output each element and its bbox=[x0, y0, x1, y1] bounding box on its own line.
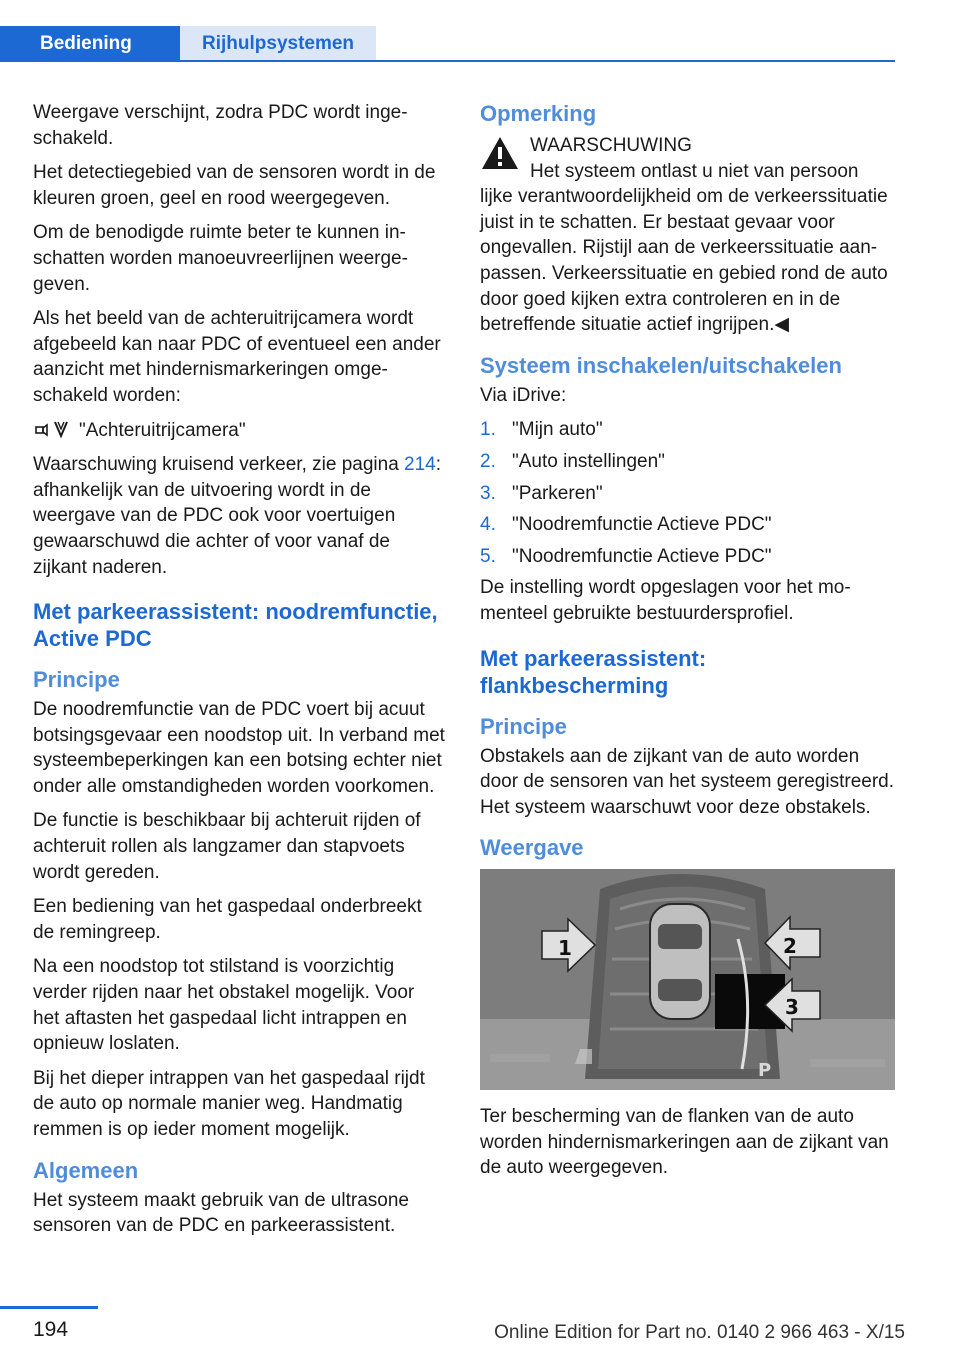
warning-line: Het systeem ontlast u niet van persoon bbox=[530, 160, 859, 182]
page-link[interactable]: 214 bbox=[404, 454, 436, 476]
heading-algemeen: Algemeen bbox=[33, 1157, 139, 1183]
camera-label: "Achteruitrijcamera" bbox=[79, 419, 246, 441]
paragraph: Als het beeld van de achteruitrijcamera wordt afgebeeld kan naar PDC of eventueel een ander aanzicht met hindernismarkeringen omgeschakeld worden: bbox=[33, 308, 441, 406]
heading-principe: Principe bbox=[33, 667, 120, 693]
list-item bbox=[480, 544, 895, 570]
paragraph: Het detectiegebied van de sensoren wordt in de kleuren groen, geel en rood weergegeven. bbox=[33, 162, 436, 209]
tab-rijhulpsystemen[interactable]: Rijhulpsystemen bbox=[180, 26, 376, 62]
paragraph: De functie is beschikbaar bij achteruit rijden of achteruit rollen als langzamer dan stapvoets wordt gereden. bbox=[33, 810, 421, 883]
header-rule bbox=[0, 60, 895, 62]
step-number: 4. bbox=[480, 514, 496, 536]
step-number: 5. bbox=[480, 545, 496, 567]
heading-principe: Principe bbox=[480, 713, 567, 739]
paragraph: Na een noodstop tot stilstand is voorzichtig verder rijden naar het obstakel mogelijk. Voor het aftasten het gaspedaal licht intrappen en opnieuw loslaten. bbox=[33, 956, 415, 1055]
flank-protection-figure bbox=[480, 869, 895, 1090]
list-item bbox=[480, 449, 895, 475]
list-item bbox=[480, 417, 895, 443]
steps-list bbox=[480, 417, 895, 569]
edition-note: Online Edition for Part no. 0140 2 966 463 - X/15 bbox=[494, 1322, 905, 1343]
list-item bbox=[480, 481, 895, 507]
paragraph: Om de benodigde ruimte beter te kunnen inschatten worden manoeuvreerlijnen weergegeven. bbox=[33, 222, 408, 295]
warning-title: WAARSCHUWING bbox=[530, 135, 692, 156]
camera-option bbox=[33, 418, 445, 444]
text: : afhankelijk van de uitvoering wordt in de weergave van de PDC ook voor voertuigen gewaarschuwd die achter of voor vanaf de zijkant naderen. bbox=[33, 454, 442, 578]
step-number: 2. bbox=[480, 450, 496, 472]
heading-systeem: Systeem inschakelen/uitschakelen bbox=[480, 352, 842, 378]
paragraph: De instelling wordt opgeslagen voor het momenteel gebruikte bestuurdersprofiel. bbox=[480, 577, 851, 624]
paragraph: Een bediening van het gaspedaal onderbreekt de remingreep. bbox=[33, 896, 422, 943]
paragraph: Weergave verschijnt, zodra PDC wordt ingeschakeld. bbox=[33, 102, 408, 149]
callout-1: 1 bbox=[558, 936, 572, 961]
camera-icon bbox=[33, 419, 71, 441]
right-column bbox=[480, 100, 895, 1190]
parking-label: P bbox=[758, 1060, 772, 1082]
left-column bbox=[33, 100, 445, 1248]
step-text: "Noodremfunctie Actieve PDC" bbox=[512, 514, 772, 536]
step-number: 1. bbox=[480, 419, 496, 441]
heading-weergave: Weergave bbox=[480, 835, 584, 861]
paragraph: Bij het dieper intrappen van het gaspedaal rijdt de auto op normale manier weg. Handmatig remmen is op ieder moment mogelijk. bbox=[33, 1067, 425, 1140]
via-idrive: Via iDrive: bbox=[480, 384, 567, 406]
warning-text: lijke verantwoordelijkheid om de verkeerssituatie juist in te schatten. Er bestaat gevaar voor ongevallen. Rijstijl aan de verkeerssituatie aanpassen. Verkeerssituatie en gebied rond de auto door goed kijken extra controleren en in de betreffende situatie actief ingrijpen.◀ bbox=[480, 186, 888, 336]
step-number: 3. bbox=[480, 482, 496, 504]
step-text: "Parkeren" bbox=[512, 482, 603, 504]
heading-opmerking: Opmerking bbox=[480, 101, 597, 126]
footer-rule bbox=[0, 1306, 98, 1309]
warning-icon bbox=[480, 135, 520, 171]
paragraph-crossing-traffic bbox=[33, 452, 445, 580]
warning-block bbox=[480, 133, 895, 184]
list-item bbox=[480, 512, 895, 538]
paragraph: Het systeem maakt gebruik van de ultrasone sensoren van de PDC en parkeerassistent. bbox=[33, 1189, 409, 1237]
heading-flank: Met parkeerassistent: flankbescherming bbox=[480, 645, 707, 698]
callout-2: 2 bbox=[783, 934, 797, 959]
step-text: "Auto instellingen" bbox=[512, 450, 665, 472]
heading-active-pdc: Met parkeerassistent: noodremfunctie, Active PDC bbox=[33, 599, 438, 652]
page-number: 194 bbox=[33, 1318, 69, 1341]
paragraph: De noodremfunctie van de PDC voert bij acuut botsingsgevaar een noodstop uit. In verband met systeembeperkingen kan een botsing echter niet onder alle omstandigheden worden voorkomen. bbox=[33, 699, 445, 797]
step-text: "Mijn auto" bbox=[512, 419, 603, 441]
paragraph: Ter bescherming van de flanken van de auto worden hindernismarkeringen aan de zijkant van de auto weergegeven. bbox=[480, 1106, 889, 1179]
step-text: "Noodremfunctie Actieve PDC" bbox=[512, 545, 772, 567]
text: Waarschuwing kruisend verkeer, zie pagina bbox=[33, 454, 405, 476]
header-tabs bbox=[0, 26, 376, 62]
tab-bediening[interactable]: Bediening bbox=[0, 26, 180, 62]
paragraph: Obstakels aan de zijkant van de auto worden door de sensoren van het systeem geregistreerd. Het systeem waarschuwt voor deze obstakels. bbox=[480, 745, 895, 818]
callout-3: 3 bbox=[785, 995, 799, 1020]
